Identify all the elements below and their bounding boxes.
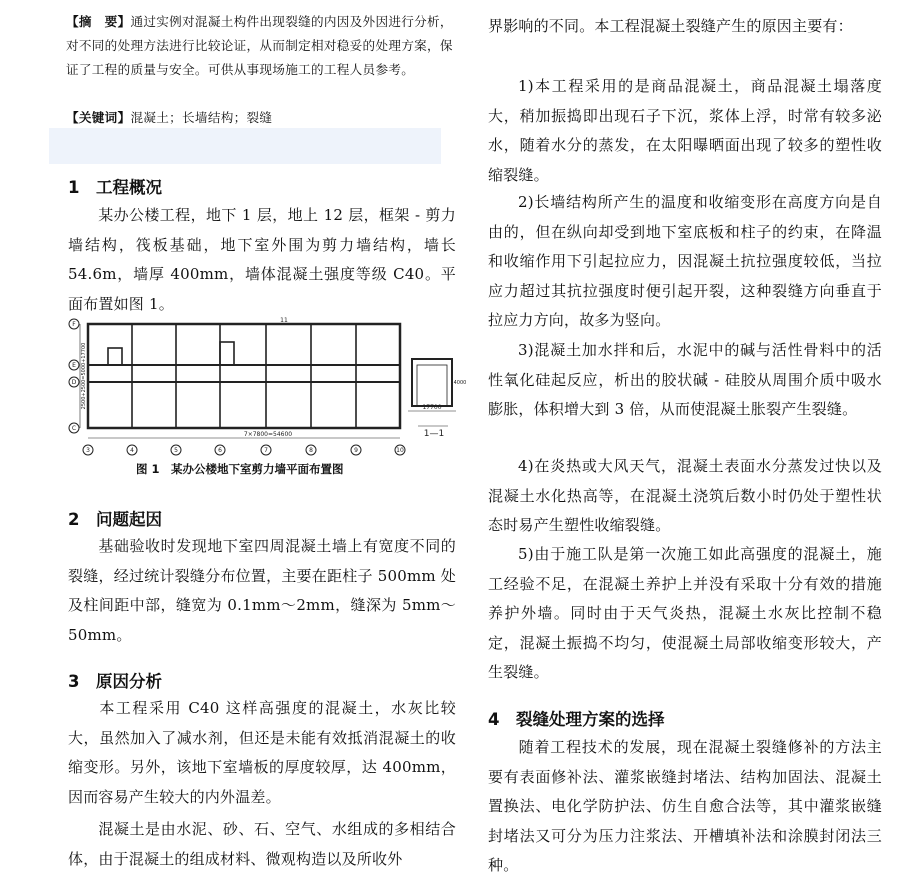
section-3-heading: 3 原因分析 (68, 672, 162, 691)
row-label-e: E (72, 362, 76, 369)
section-4-heading: 4 裂缝处理方案的选择 (488, 710, 665, 729)
col-label-10: 10 (396, 447, 404, 454)
row-label-c: C (71, 425, 77, 432)
section-1-heading: 1 工程概况 (68, 178, 162, 197)
section-2-paragraph: 基础验收时发现地下室四周混凝土墙上有宽度不同的裂缝，经过统计裂缝分布位置，主要在距柱子 500mm 处及柱间距中部，缝宽为 0.1mm～2mm，缝深为 5mm～50mm。 (68, 537, 456, 644)
col-label-6: 6 (218, 447, 222, 454)
abstract-divider-band (49, 128, 441, 164)
col-label-5: 5 (174, 447, 178, 454)
col-label-8: 8 (309, 447, 313, 454)
col-label-3: 3 (86, 447, 90, 454)
cause-item-2: 2)长墙结构所产生的温度和收缩变形在高度方向是自由的，但在纵向却受到地下室底板和柱子的约束，在降温和收缩作用下引起拉应力，因混凝土抗拉强度较低，当拉应力超过其抗拉强度时便引起开裂，这种裂缝方向垂直于拉应力方向，故多为竖向。 (488, 193, 882, 329)
abstract-text: 通过实例对混凝土构件出现裂缝的内因及外因进行分析，对不同的处理方法进行比较论证，从而制定相对稳妥的处理方案，保证了工程的质量与安全。可供从事现场施工的工程人员参考。 (66, 14, 453, 77)
figure-caption: 图 1 某办公楼地下室剪力墙平面布置图 (136, 462, 344, 476)
abstract-block (66, 10, 458, 82)
dim-top-mark: 11 (280, 317, 288, 324)
section-height-tag: 4000 (453, 380, 467, 386)
section-3-paragraph-1: 本工程采用 C40 这样高强度的混凝土，水灰比较大，虽然加入了减水剂，但还是未能有效抵消混凝土的收缩变形。另外，该地下室墙板的厚度较厚，达 400mm，因而容易产生较大的内外温差。 (68, 699, 456, 806)
abstract-label: 【摘 要】 (66, 14, 131, 29)
dim-bottom: 7×7800=54600 (243, 431, 293, 438)
col-label-4: 4 (130, 447, 134, 454)
section-4-paragraph: 随着工程技术的发展，现在混凝土裂缝修补的方法主要有表面修补法、灌浆嵌缝封堵法、结构加固法、混凝土置换法、电化学防护法、仿生自愈合法等，其中灌浆嵌缝封堵法又可分为压力注浆法、开槽填补法和涂膜封闭法三种。 (488, 738, 882, 874)
section-1-paragraph: 某办公楼工程，地下 1 层，地上 12 层，框架 - 剪力墙结构，筏板基础，地下室外围为剪力墙结构，墙长 54.6m，墙厚 400mm，墙体混凝土强度等级 C40。平面布置如图 1。 (68, 206, 456, 313)
keywords-label: 【关键词】 (66, 110, 131, 125)
cause-item-1: 1)本工程采用的是商品混凝土，商品混凝土塌落度大，稍加振捣即出现石子下沉，浆体上浮，时常有较多泌水，随着水分的蒸发，在太阳曝晒面出现了较多的塑性收缩裂缝。 (488, 77, 882, 184)
dim-left: 2500+2500=5000+17700 (81, 342, 87, 410)
col-label-7: 7 (264, 447, 268, 454)
cause-item-4: 4)在炎热或大风天气，混凝土表面水分蒸发过快以及混凝土水化热高等，在混凝土浇筑后数小时仍处于塑性状态时易产生塑性收缩裂缝。 (488, 457, 882, 534)
cause-item-5: 5)由于施工队是第一次施工如此高强度的混凝土，施工经验不足，在混凝土养护上并没有采取十分有效的措施养护外墙。同时由于天气炎热，混凝土水灰比控制不稳定，混凝土振捣不均匀，使混凝土局部收缩变形较大，产生裂缝。 (488, 545, 882, 681)
col-label-9: 9 (354, 447, 358, 454)
section-3-paragraph-2: 混凝土是由水泥、砂、石、空气、水组成的多相结合体，由于混凝土的组成材料、微观构造以及所收外 (68, 820, 456, 868)
keywords-block (66, 106, 458, 130)
row-label-f: F (72, 321, 76, 328)
right-continuation: 界影响的不同。本工程混凝土裂缝产生的原因主要有： (488, 17, 853, 35)
section-2-heading: 2 问题起因 (68, 510, 162, 529)
section-dim: 17700 (422, 404, 442, 411)
keywords-text: 混凝土；长墙结构；裂缝 (130, 110, 273, 125)
section-label: 1—1 (423, 429, 445, 439)
floor-plan-figure (68, 314, 468, 456)
row-label-d: D (71, 379, 77, 386)
cause-item-3: 3)混凝土加水拌和后，水泥中的碱与活性骨料中的活性氧化硅起反应，析出的胶状碱 - 硅胶从周围介质中吸水膨胀，体积增大到 3 倍，从而使混凝土胀裂产生裂缝。 (488, 341, 882, 418)
